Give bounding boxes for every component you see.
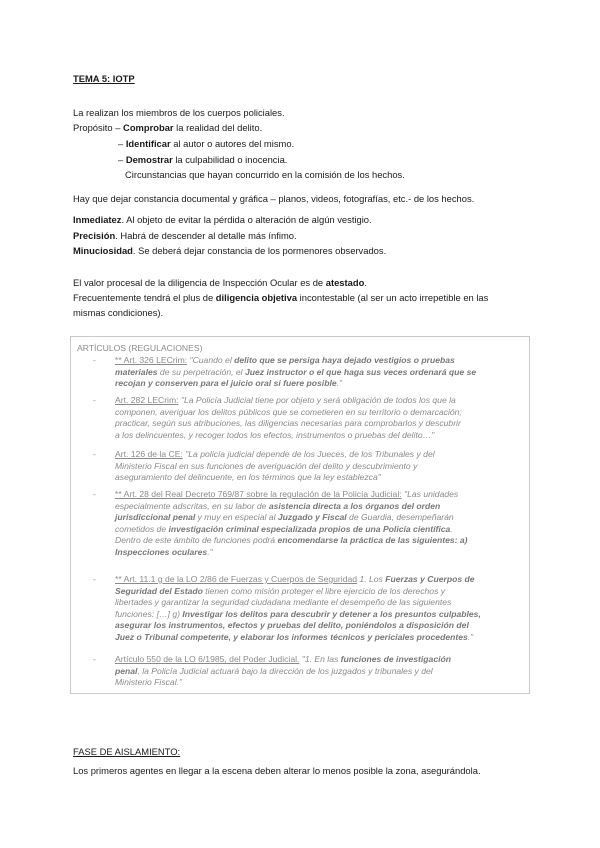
articulos-box: ARTÍCULOS (REGULACIONES) - ** Art. 326 LECrim: "Cuando el delito que se persiga haya dejado vestigios o pruebas materiales de su perpetración, el Juez instructor o el que haga sus veces ordenará que se recojan y conserven para el juicio oral si fuere posible." - Art. 282 LECrim: "La Policía Judicial tiene por objeto y será obligación de todos los que la componen, averiguar los delitos públicos que se cometieren en su territorio o demarcación; practicar, según sus atribuciones, las diligencias necesarias para comprobarlos y descubrir a los delincuentes, y recoger todos los efectos, instrumentos o pruebas del delito…" - Art. 126 de la CE: "La policía judicial depende de los Jueces, de los Tribunales y del Ministerio Fiscal en sus funciones de averiguación del delito y descubrimiento y aseguramiento del delincuente, en los términos que la ley establezca" - ** Art. 28 del Real Decreto 769/87 sobre la regulación de la Policía Judicial: "Las unidades especialmente adscritas, en su labor de asistencia directa a los órganos del orden jurisdiccional penal y muy en especial al Juzgado y Fiscal de Guardia, desempeñarán cometidos de investigación criminal especializada propios de una Policía científica. Dentro de este ámbito de funciones podrá encomendarse la práctica de las siguientes: a) Inspecciones oculares." - ** Art. 11.1 g de la LO 2/86 de Fuerzas y Cuerpos de Seguridad 1. Los Fuerzas y Cuerpos de Seguridad del Estado tienen como misión proteger el libre ejercicio de los derechos y libertades y garantizar la seguridad ciudadana mediante el desempeño de las siguientes funciones: […] g) Investigar los delitos para descubrir y detener a los presuntos culpables, asegurar los instrumentos, efectos y pruebas del delito, poniéndolos a disposición del Juez o Tribunal competente, y elaborar los informes técnicos y periciales procedentes." - Artículo 550 de la LO 6/1985, del Poder Judicial. "1. En las funciones de investigación penal, la Policía Judicial actuará bajo la dirección de los juzgados y tribunales y del Ministerio Fiscal."	[70, 336, 530, 694]
principio-inmediatez: Inmediatez. Al objeto de evitar la pérdida o alteración de algún vestigio.	[73, 214, 372, 225]
proposito-demostrar: – Demostrar la culpabilidad o inocencia.	[118, 154, 288, 165]
principio-precision: Precisión. Habrá de descender al detalle más ínfimo.	[73, 230, 297, 241]
proposito-identificar: – Identificar al autor o autores del mismo.	[118, 138, 295, 149]
proposito-circunstancias: Circunstancias que hayan concurrido en la comisión de los hechos.	[125, 169, 405, 180]
constancia-text: Hay que dejar constancia documental y gráfica – planos, videos, fotografías, etc.- de los hechos.	[73, 193, 475, 204]
articulos-title: ARTÍCULOS (REGULACIONES)	[77, 343, 203, 353]
proposito-line: Propósito – Comprobar la realidad del delito.	[73, 122, 263, 133]
valor-line-2: Frecuentemente tendrá el plus de diligencia objetiva incontestable (al ser un acto irrepetible en las	[73, 292, 489, 303]
fase-text: Los primeros agentes en llegar a la escena deben alterar lo menos posible la zona, asegurándola.	[73, 765, 481, 776]
valor-line-1: El valor procesal de la diligencia de Inspección Ocular es de atestado.	[73, 277, 367, 288]
intro-text: La realizan los miembros de los cuerpos policiales.	[73, 107, 285, 118]
fase-title: FASE DE AISLAMIENTO:	[73, 746, 181, 757]
page-title: TEMA 5: IOTP	[73, 73, 135, 84]
valor-line-3: mismas condiciones).	[73, 307, 164, 318]
principio-minuciosidad: Minuciosidad. Se deberá dejar constancia de los pormenores observados.	[73, 245, 387, 256]
